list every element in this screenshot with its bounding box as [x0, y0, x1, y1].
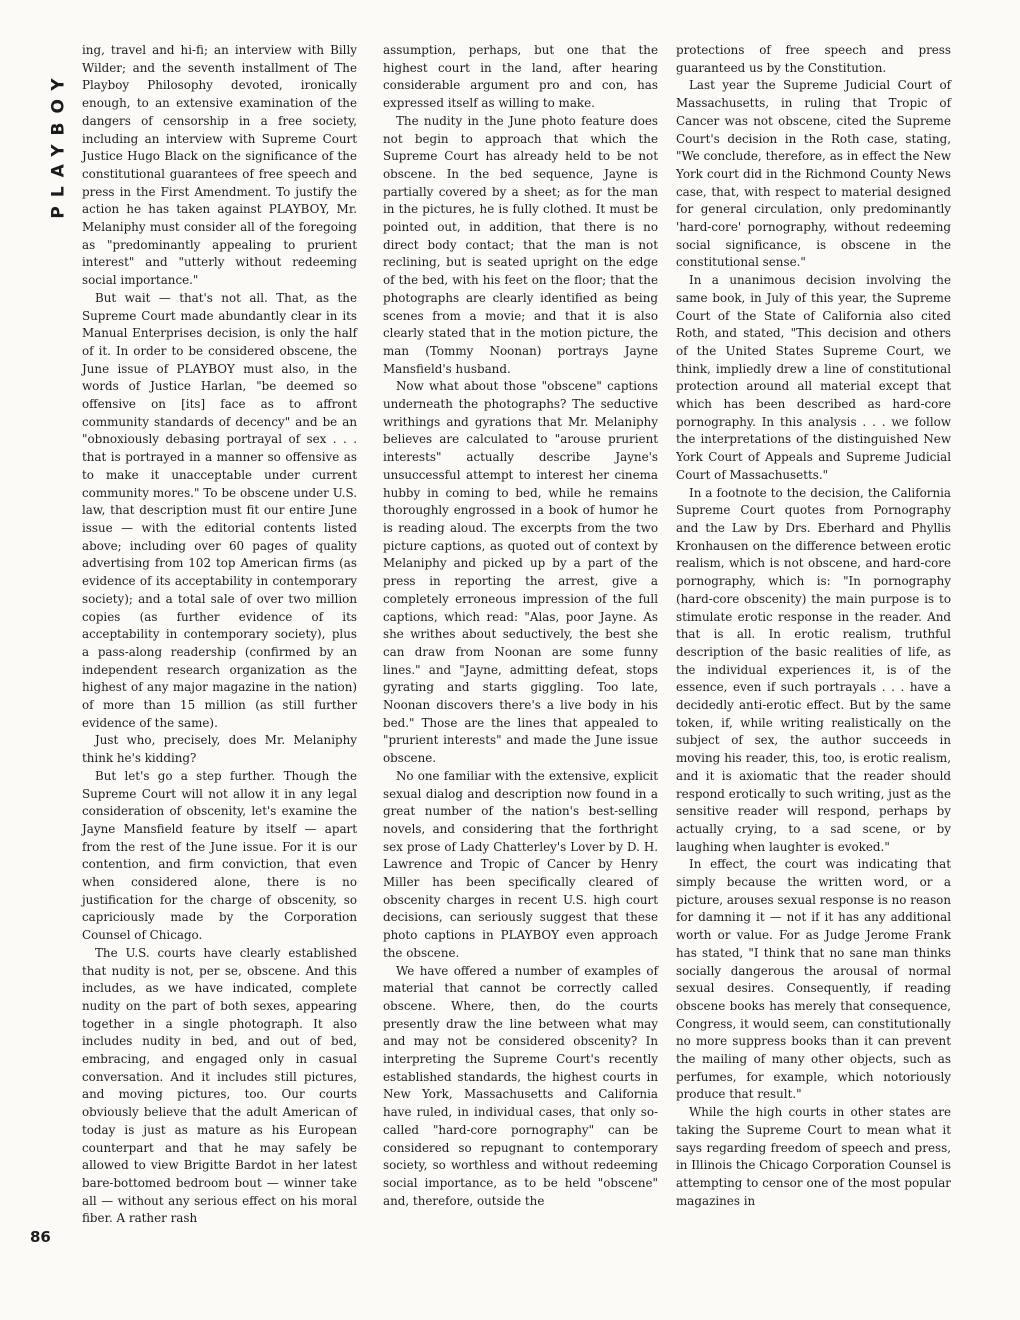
page-number: 86 [30, 1228, 51, 1246]
text-column-3 [676, 42, 951, 1210]
paragraph: But wait — that's not all. That, as the Supreme Court made abundantly clear in its Manual Enterprises decision, is only the half of it. In order to be considered obscene, the June issue of PLAYBOY must also, in the words of Justice Harlan, "be deemed so offensive on [its] face as to affront community standards of decency" and be an "obnoxiously debasing portrayal of sex . . . that is portrayed in a manner so offensive as to make it unacceptable under current community mores." To be obscene under U.S. law, that description must fit our entire June issue — with the editorial contents listed above; including over 60 pages of quality advertising from 102 top American firms (as evidence of its acceptability in contemporary society); and a total sale of over two million copies (as further evidence of its acceptability in contemporary society), plus a pass-along readership (confirmed by an independent research organization as the highest of any major magazine in the nation) of more than 15 million (as still further evidence of the same). [82, 290, 357, 730]
paragraph: The U.S. courts have clearly established that nudity is not, per se, obscene. And this includes, as we have indicated, complete nudity on the part of both sexes, appearing together in a single photograph. It also includes nudity in bed, and out of bed, embracing, and engaged only in casual conversation. And it includes still pictures, and moving pictures, too. Our courts obviously believe that the adult American of today is just as mature as his European counterpart and that he may safely be allowed to view Brigitte Bardot in her latest bare-bottomed bedroom bout — winner take all — without any serious effect on his moral fiber. A rather rash [82, 945, 357, 1226]
masthead [48, 44, 70, 244]
paragraph: In effect, the court was indicating that simply because the written word, or a picture, arouses sexual response is no reason for damning it — not if it has any additional worth or value. For as Judge Jerome Frank has stated, "I think that no sane man thinks socially dangerous the arousal of normal sexual desires. Consequently, if reading obscene books has merely that consequence, Congress, it would seem, can constitutionally no more suppress books than it can prevent the mailing of many other objects, such as perfumes, for example, which notoriously produce that result." [676, 857, 951, 1102]
paragraph: While the high courts in other states are taking the Supreme Court to mean what it says regarding freedom of speech and press, in Illinois the Chicago Corporation Counsel is attempting to censor one of the most popular magazines in [676, 1105, 951, 1208]
text-column-2 [383, 42, 658, 1210]
paragraph: In a unanimous decision involving the same book, in July of this year, the Supreme Court of the State of California also cited Roth, and stated, "This decision and others of the United States Supreme Court, we think, impliedly drew a line of constitutional protection around all material except that which has been described as hard-core pornography. In this analysis . . . we follow the interpretations of the distinguished New York Court of Appeals and Supreme Judicial Court of Massachusetts." [676, 273, 951, 482]
paragraph: Last year the Supreme Judicial Court of Massachusetts, in ruling that Tropic of Cancer was not obscene, cited the Supreme Court's decision in the Roth case, stating, "We conclude, therefore, as in effect the New York court did in the Richmond County News case, that, with respect to material designed for general circulation, only predominantly 'hard-core' pornography, without redeeming social significance, is obscene in the constitutional sense." [676, 78, 951, 270]
paragraph: ing, travel and hi-fi; an interview with Billy Wilder; and the seventh installment of The Playboy Philosophy devoted, ironically enough, to an extensive examination of the dangers of censorship in a free society, including an interview with Supreme Court Justice Hugo Black on the significance of the constitutional guarantees of free speech and press in the First Amendment. To justify the action he has taken against PLAYBOY, Mr. Melaniphy must consider all of the foregoing as "predominantly appealing to prurient interest" and "utterly without redeeming social importance." [82, 43, 357, 288]
masthead-text: PLAYBOY [49, 69, 69, 219]
paragraph: But let's go a step further. Though the Supreme Court will not allow it in any legal consideration of obscenity, let's examine the Jayne Mansfield feature by itself — apart from the rest of the June issue. For it is our contention, and firm conviction, that even when considered alone, there is no justification for the charge of obscenity, so capriciously made by the Corporation Counsel of Chicago. [82, 768, 357, 943]
paragraph: Just who, precisely, does Mr. Melaniphy think he's kidding? [82, 733, 357, 766]
paragraph: protections of free speech and press guaranteed us by the Constitution. [676, 43, 951, 75]
paragraph: assumption, perhaps, but one that the highest court in the land, after hearing considerable argument pro and con, has expressed itself as willing to make. [383, 43, 658, 111]
text-column-1 [82, 42, 357, 1228]
paragraph: Now what about those "obscene" captions underneath the photographs? The seductive writhings and gyrations that Mr. Melaniphy believes are calculated to "arouse prurient interests" actually describe Jayne's unsuccessful attempt to interest her cinema hubby in coming to bed, while he remains thoroughly engrossed in a book of humor he is reading aloud. The excerpts from the two picture captions, as quoted out of context by Melaniphy and picked up by a part of the press in reporting the arrest, give a completely erroneous impression of the full captions, which read: "Alas, poor Jayne. As she writhes about seductively, the best she can draw from Noonan are some funny lines." and "Jayne, admitting defeat, stops gyrating and starts giggling. Too late, Noonan discovers there's a live body in his bed." Those are the lines that appealed to "prurient interests" and made the June issue obscene. [383, 379, 658, 766]
paragraph: No one familiar with the extensive, explicit sexual dialog and description now found in a great number of the nation's best-selling novels, and considering that the forthright sex prose of Lady Chatterley's Lover by D. H. Lawrence and Tropic of Cancer by Henry Miller has been specifically cleared of obscenity charges in recent U.S. high court decisions, can seriously suggest that these photo captions in PLAYBOY even approach the obscene. [383, 768, 658, 960]
paragraph: The nudity in the June photo feature does not begin to approach that which the Supreme Court has already held to be not obscene. In the bed sequence, Jayne is partially covered by a sheet; as for the man in the pictures, he is fully clothed. It must be pointed out, in addition, that there is no direct body contact; that the man is not reclining, but is seated upright on the edge of the bed, with his feet on the floor; that the photographs are clearly identified as being scenes from a movie; and that it is also clearly stated that in the motion picture, the man (Tommy Noonan) portrays Jayne Mansfield's husband. [383, 113, 658, 376]
paragraph: We have offered a number of examples of material that cannot be correctly called obscene. Where, then, do the courts presently draw the line between what may and may not be considered obscenity? In interpreting the Supreme Court's recently established standards, the highest courts in New York, Massachusetts and California have ruled, in individual cases, that only so-called "hard-core pornography" can be considered so repugnant to contemporary society, so worthless and without redeeming social importance, as to be held "obscene" and, therefore, outside the [383, 963, 658, 1208]
paragraph: In a footnote to the decision, the California Supreme Court quotes from Pornography and the Law by Drs. Eberhard and Phyllis Kronhausen on the difference between erotic realism, which is not obscene, and hard-core pornography, which is: "In pornography (hard-core obscenity) the main purpose is to stimulate erotic response in the reader. And that is all. In erotic realism, truthful description of the basic realities of life, as the individual experiences it, is of the essence, even if such portrayals . . . have a decidedly anti-erotic effect. But by the same token, if, while writing realistically on the subject of sex, the author succeeds in moving his reader, this, too, is erotic realism, and it is axiomatic that the reader should respond erotically to such writing, just as the sensitive reader will respond, perhaps by actually crying, to a sad scene, or by laughing when laughter is evoked." [676, 485, 951, 854]
